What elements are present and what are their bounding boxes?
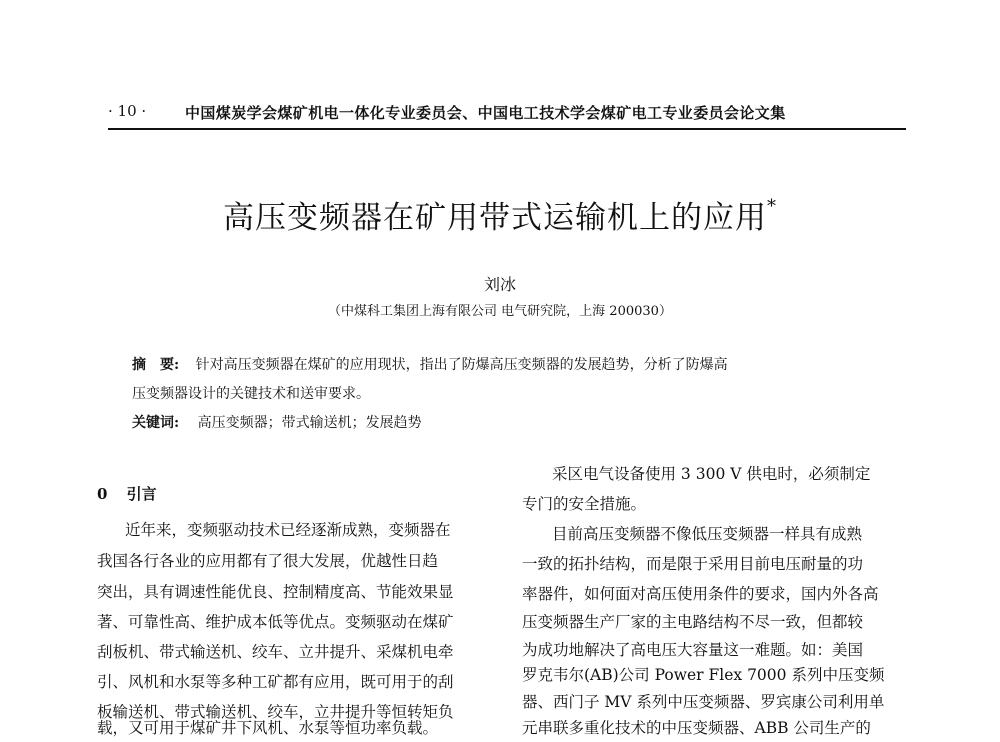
left-col-line: 载，又可用于煤矿井下风机、水泵等恒功率负载。 <box>97 719 439 737</box>
title-footnote-mark: * <box>767 196 777 217</box>
right-col-line: 压变频器生产厂家的主电路结构不尽一致，但都较 <box>522 613 864 631</box>
abstract-line-2: 压变频器设计的关键技术和送审要求。 <box>132 386 370 402</box>
right-col-line: 采区电气设备使用 3 300 V 供电时，必须制定 <box>552 465 871 483</box>
left-col-line: 突出，具有调速性能优良、控制精度高、节能效果显 <box>97 583 454 601</box>
section-number: 0 <box>97 485 108 503</box>
left-col-line: 板输送机、带式输送机、绞车，立井提升等恒转矩负 <box>97 703 454 721</box>
right-col-line: 专门的安全措施。 <box>522 495 647 513</box>
paper-title-text: 高压变频器在矿用带式运输机上的应用 <box>223 200 767 236</box>
author-affiliation: （中煤科工集团上海有限公司 电气研究院，上海 200030） <box>328 304 672 319</box>
left-col-line: 近年来，变频驱动技术已经逐渐成熟，变频器在 <box>125 521 451 539</box>
abstract-line-1 <box>132 354 892 374</box>
right-col-line: 目前高压变频器不像低压变频器一样具有成熟 <box>552 525 863 543</box>
right-col-line: 为成功地解决了高电压大容量这一难题。如：美国 <box>522 641 864 659</box>
proceedings-title: 中国煤炭学会煤矿机电一体化专业委员会、中国电工技术学会煤矿电工专业委员会论文集 <box>185 104 786 122</box>
abstract-label: 摘 要: <box>132 357 180 373</box>
paper-title <box>0 192 1000 237</box>
section-heading <box>97 483 157 504</box>
right-col-line: 一致的拓扑结构，而是限于采用目前电压耐量的功 <box>522 555 864 573</box>
section-title: 引言 <box>126 485 157 503</box>
author-name: 刘冰 <box>483 275 516 294</box>
right-col-line: 器、西门子 MV 系列中压变频器、罗宾康公司利用单 <box>522 693 885 711</box>
right-col-line: 罗克韦尔(AB)公司 Power Flex 7000 系列中压变频 <box>522 666 885 684</box>
keywords-text: 高压变频器；带式输送机；发展趋势 <box>197 415 422 431</box>
running-header <box>108 100 906 130</box>
right-col-line: 元串联多重化技术的中压变频器、ABB 公司生产的 <box>522 719 871 737</box>
keywords-label: 关键词: <box>132 415 180 431</box>
keywords-line <box>132 412 892 432</box>
abstract-text-1: 针对高压变频器在煤矿的应用现状，指出了防爆高压变频器的发展趋势，分析了防爆高 <box>195 357 728 373</box>
page-number: · 10 · <box>108 102 147 120</box>
left-col-line: 刮板机、带式输送机、绞车、立井提升、采煤机电牵 <box>97 643 454 661</box>
left-col-line: 引、风机和水泵等多种工矿都有应用，既可用于的刮 <box>97 673 454 691</box>
right-col-line: 率器件，如何面对高压使用条件的要求，国内外各高 <box>522 585 879 603</box>
left-col-line: 我国各行各业的应用都有了很大发展，优越性日趋 <box>97 552 439 570</box>
left-col-line: 著、可靠性高、维护成本低等优点。变频驱动在煤矿 <box>97 613 454 631</box>
